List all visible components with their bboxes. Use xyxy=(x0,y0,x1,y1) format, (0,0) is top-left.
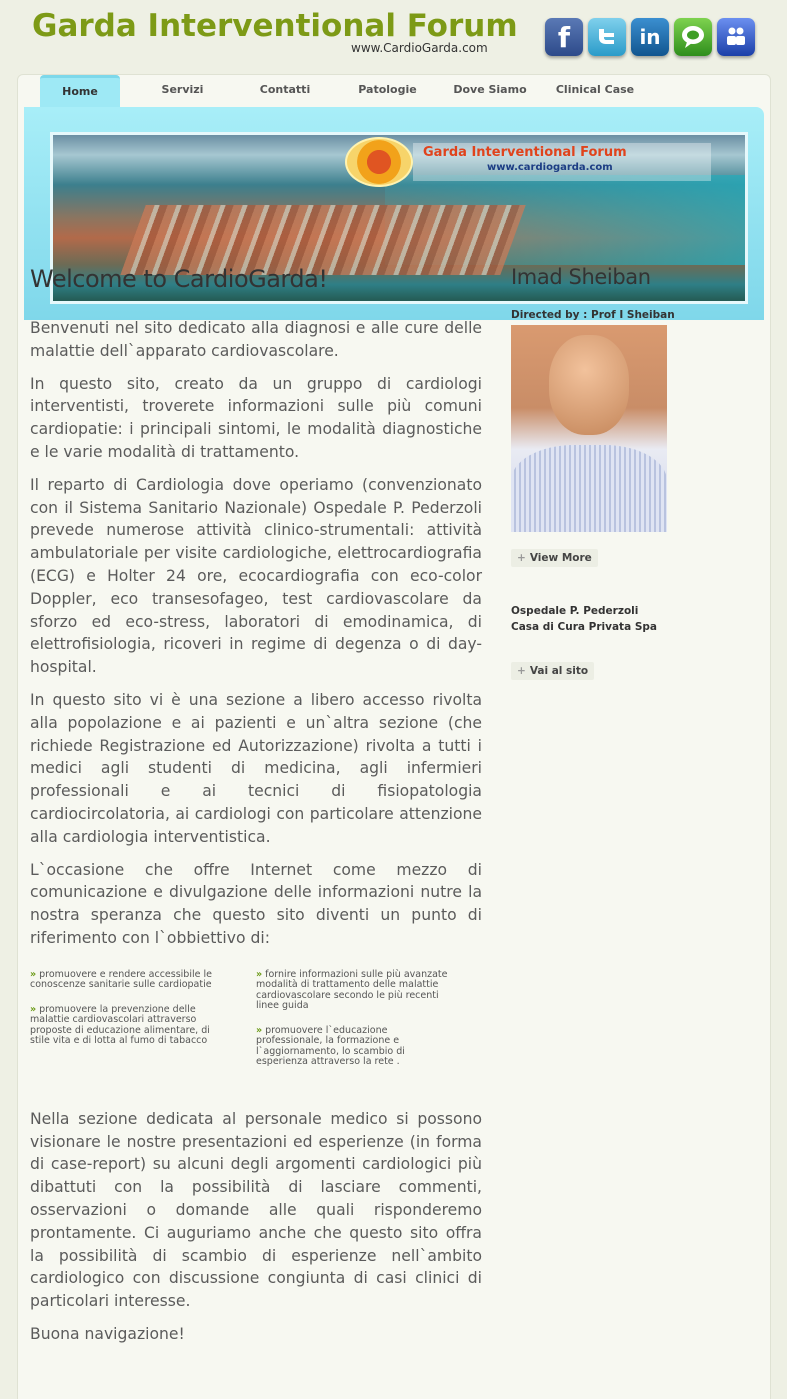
facebook-icon[interactable]: f xyxy=(545,18,583,56)
list-item xyxy=(30,970,256,991)
intro-paragraph: Il reparto di Cardiologia dove operiamo (convenzionato con il Sistema Sanitario Nazionale) Ospedale P. Pederzoli prevede numerose attività clinico-strumentali: attività ambulatoriale per visite cardiologiche, elettrocardiografia (ECG) e Holter 24 ore, ecocardiografia con eco-color Doppler, eco transesofageo, test cardiovascolare da sforzo ed eco-stress, laboratori di emodinamica, di elettrofisiologia, ricoveri in regime di degenza o di day-hospital. xyxy=(30,475,482,677)
closing-paragraph: Buona navigazione! xyxy=(30,1324,185,1343)
banner-url: www.cardiogarda.com xyxy=(487,162,613,173)
list-item xyxy=(256,970,482,1012)
goals-column-right xyxy=(256,970,482,1082)
site-title[interactable]: Garda Interventional Forum xyxy=(32,8,518,44)
arrow-icon: » xyxy=(30,1003,37,1015)
social-links xyxy=(545,18,755,56)
arrow-icon: » xyxy=(30,968,37,980)
photo-head xyxy=(549,335,629,435)
view-more-label: View More xyxy=(529,552,592,564)
list-item-text: promuovere l`educazione professionale, la formazione e l`aggiornamento, lo scambio di esperienza attraverso la rete . xyxy=(256,1024,405,1068)
directed-by-label: Directed by : Prof I Sheiban xyxy=(511,309,675,321)
view-more-button[interactable] xyxy=(511,549,598,567)
visit-site-label: Vai al sito xyxy=(529,665,589,677)
main-content xyxy=(30,265,482,1356)
intro-paragraph: In questo sito, creato da un gruppo di cardiologi interventisti, troverete informazioni sulle più comuni cardiopatie: i principali sintomi, le modalità diagnostiche e le varie modalità di trattamento. xyxy=(30,374,482,461)
goals-column-left xyxy=(30,970,256,1082)
msn-messenger-icon[interactable] xyxy=(717,18,755,56)
nav-servizi[interactable]: Servizi xyxy=(161,83,204,96)
arrow-icon: » xyxy=(256,1024,263,1036)
visit-site-button[interactable] xyxy=(511,662,594,680)
nav-patologie[interactable]: Patologie xyxy=(358,83,417,96)
site-url[interactable]: www.CardioGarda.com xyxy=(351,41,488,55)
director-name: Imad Sheiban xyxy=(511,265,651,289)
plus-icon: + xyxy=(517,552,526,564)
hospital-subtitle: Casa di Cura Privata Spa xyxy=(511,621,657,633)
list-item-text: promuovere e rendere accessibile le conoscenze sanitarie sulle cardiopatie xyxy=(30,968,212,991)
nav-dove-siamo[interactable]: Dove Siamo xyxy=(453,83,527,96)
banner-logo-icon xyxy=(345,137,413,187)
list-item xyxy=(256,1026,482,1068)
linkedin-icon[interactable]: in xyxy=(631,18,669,56)
list-item-text: fornire informazioni sulle più avanzate modalità di trattamento delle malattie cardiovascolare secondo le più recenti linee guida xyxy=(256,968,448,1012)
intro-paragraph: L`occasione che offre Internet come mezzo di comunicazione e divulgazione delle informazioni nutre la nostra speranza che questo sito diventi un punto di riferimento con l`obbiettivo di: xyxy=(30,860,482,947)
header xyxy=(0,0,787,70)
closing-paragraph: Nella sezione dedicata al personale medico si possono visionare le nostre presentazioni ed esperienze (in forma di case-report) su alcuni degli argomenti cardiologici più dibattuti con la possibilità di lasciare commenti, osservazioni o domande alle quali risponderemo prontamente. Ci auguriamo anche che questo sito offra la possibilità di scambio di esperienze nell`ambito cardiologico con discussione congiunta di casi clinici di particolari interesse. xyxy=(30,1109,482,1311)
arrow-icon: » xyxy=(256,968,263,980)
photo-shirt xyxy=(511,445,667,532)
nav-clinical-case[interactable]: Clinical Case xyxy=(555,83,635,96)
nav-contatti[interactable]: Contatti xyxy=(259,83,311,96)
sidebar xyxy=(511,265,731,680)
plus-icon: + xyxy=(517,665,526,677)
list-item xyxy=(30,1005,256,1047)
hospital-name: Ospedale P. Pederzoli xyxy=(511,605,639,617)
banner-title: Garda Interventional Forum xyxy=(423,145,627,160)
intro-paragraph: In questo sito vi è una sezione a libero accesso rivolta alla popolazione e ai pazienti e un`altra sezione (che richiede Registrazione ed Autorizzazione) rivolta a tutti i medici agli studenti di medicina, agli infermieri professionali e ai tecnici di fisiopatologia cardiocircolatoria, ai cardiologi con particolare attenzione alla cardiologia interventistica. xyxy=(30,690,482,846)
goals-list xyxy=(30,970,482,1082)
twitter-icon[interactable] xyxy=(588,18,626,56)
google-talk-icon[interactable] xyxy=(674,18,712,56)
main-nav xyxy=(40,75,660,107)
hospital-info xyxy=(511,603,731,635)
director-photo xyxy=(511,325,667,532)
page-title: Welcome to CardioGarda! xyxy=(30,265,328,293)
intro-paragraph: Benvenuti nel sito dedicato alla diagnosi e alle cure delle malattie dell`apparato cardiovascolare. xyxy=(30,319,482,360)
nav-home[interactable]: Home xyxy=(40,75,120,107)
list-item-text: promuovere la prevenzione delle malattie cardiovascolari attraverso proposte di educazione alimentare, di stile vita e di lotta al fumo di tabacco xyxy=(30,1003,210,1047)
